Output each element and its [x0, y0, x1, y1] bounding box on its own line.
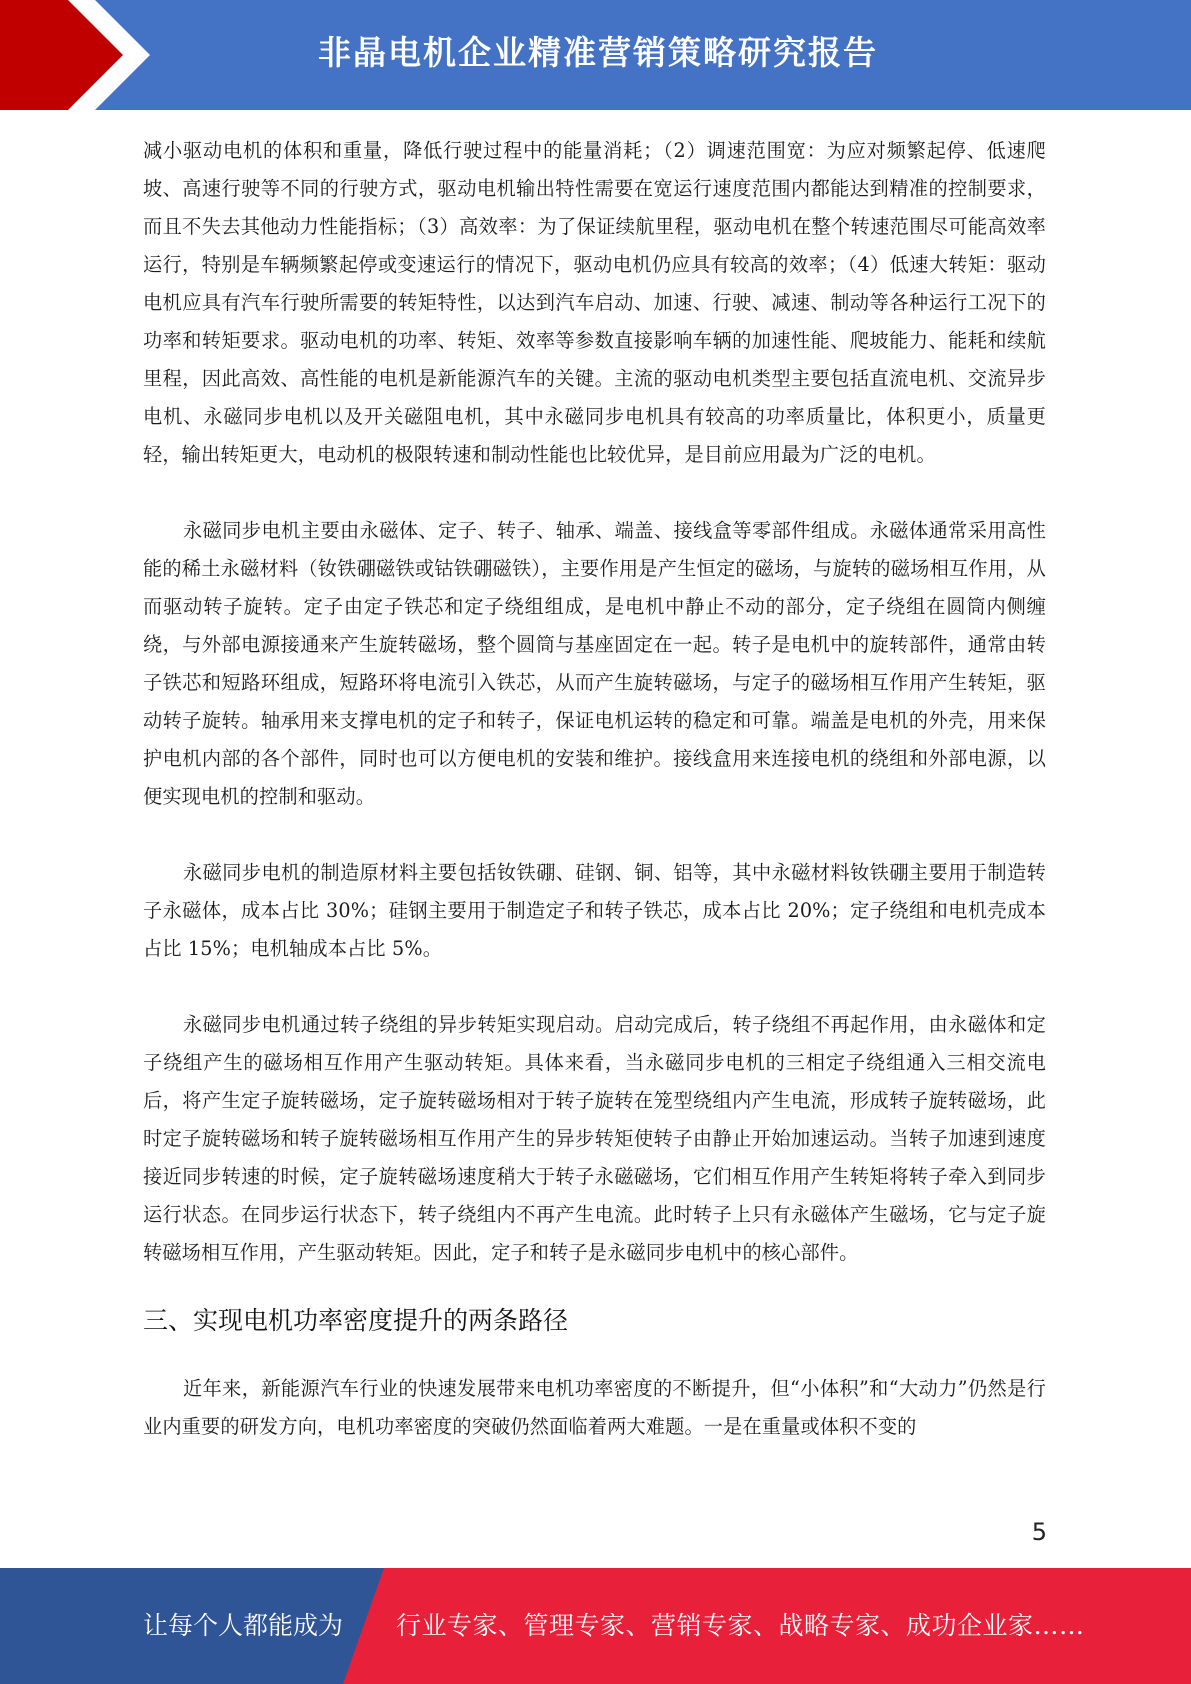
footer-slogan-left: 让每个人都能成为 [143, 1611, 344, 1640]
section-heading: 三、实现电机功率密度提升的两条路径 [143, 1306, 569, 1335]
paragraph-power-density: 近年来，新能源汽车行业的快速发展带来电机功率密度的不断提升，但“小体积”和“大动力”仍然是行业内重要的研发方向，电机功率密度的突破仍然面临着两大难题。一是在重量或体积不变的 [143, 1377, 1046, 1438]
paragraph-raw-materials: 永磁同步电机的制造原材料主要包括钕铁硼、硅钢、铜、铝等，其中永磁材料钕铁硼主要用于制造转子永磁体，成本占比 30%；硅钢主要用于制造定子和转子铁芯，成本占比 20%；定子绕组和电机壳成本占比 15%；电机轴成本占比 5%。 [143, 861, 1046, 960]
paragraph-drive-motor-requirements: 减小驱动电机的体积和重量，降低行驶过程中的能量消耗；（2）调速范围宽：为应对频繁起停、低速爬坡、高速行驶等不同的行驶方式，驱动电机输出特性需要在宽运行速度范围内都能达到精准的控制要求，而且不失去其他动力性能指标；（3）高效率：为了保证续航里程，驱动电机在整个转速范围尽可能高效率运行，特别是车辆频繁起停或变速运行的情况下，驱动电机仍应具有较高的效率；（4）低速大转矩：驱动电机应具有汽车行驶所需要的转矩特性，以达到汽车启动、加速、行驶、减速、制动等各种运行工况下的功率和转矩要求。驱动电机的功率、转矩、效率等参数直接影响车辆的加速性能、爬坡能力、能耗和续航里程，因此高效、高性能的电机是新能源汽车的关键。主流的驱动电机类型主要包括直流电机、交流异步电机、永磁同步电机以及开关磁阻电机，其中永磁同步电机具有较高的功率质量比，体积更小，质量更轻，输出转矩更大，电动机的极限转速和制动性能也比较优异，是目前应用最为广泛的电机。 [143, 139, 1046, 466]
report-title: 非晶电机企业精准营销策略研究报告 [318, 33, 878, 72]
page-number: 5 [1031, 1518, 1047, 1546]
header-banner [0, 0, 1191, 110]
paragraph-startup-principle: 永磁同步电机通过转子绕组的异步转矩实现启动。启动完成后，转子绕组不再起作用，由永磁体和定子绕组产生的磁场相互作用产生驱动转矩。具体来看，当永磁同步电机的三相定子绕组通入三相交流电后，将产生定子旋转磁场，定子旋转磁场相对于转子旋转在笼型绕组内产生电流，形成转子旋转磁场，此时定子旋转磁场和转子旋转磁场相互作用产生的异步转矩使转子由静止开始加速运动。当转子加速到速度接近同步转速的时候，定子旋转磁场速度稍大于转子永磁磁场，它们相互作用产生转矩将转子牵入到同步运行状态。在同步运行状态下，转子绕组内不再产生电流。此时转子上只有永磁体产生磁场，它与定子旋转磁场相互作用，产生驱动转矩。因此，定子和转子是永磁同步电机中的核心部件。 [143, 1013, 1046, 1264]
page-content [143, 132, 1046, 1446]
footer-slogan-right: 行业专家、管理专家、营销专家、战略专家、成功企业家…… [396, 1611, 1085, 1640]
chevron-arrow-icon [0, 0, 160, 110]
paragraph-pmsm-components: 永磁同步电机主要由永磁体、定子、转子、轴承、端盖、接线盒等零部件组成。永磁体通常采用高性能的稀土永磁材料（钕铁硼磁铁或钴铁硼磁铁），主要作用是产生恒定的磁场，与旋转的磁场相互作用，从而驱动转子旋转。定子由定子铁芯和定子绕组组成，是电机中静止不动的部分，定子绕组在圆筒内侧缠绕，与外部电源接通来产生旋转磁场，整个圆筒与基座固定在一起。转子是电机中的旋转部件，通常由转子铁芯和短路环组成，短路环将电流引入铁芯，从而产生旋转磁场，与定子的磁场相互作用产生转矩，驱动转子旋转。轴承用来支撑电机的定子和转子，保证电机运转的稳定和可靠。端盖是电机的外壳，用来保护电机内部的各个部件，同时也可以方便电机的安装和维护。接线盒用来连接电机的绕组和外部电源，以便实现电机的控制和驱动。 [143, 519, 1046, 808]
footer-banner [0, 1568, 1191, 1684]
